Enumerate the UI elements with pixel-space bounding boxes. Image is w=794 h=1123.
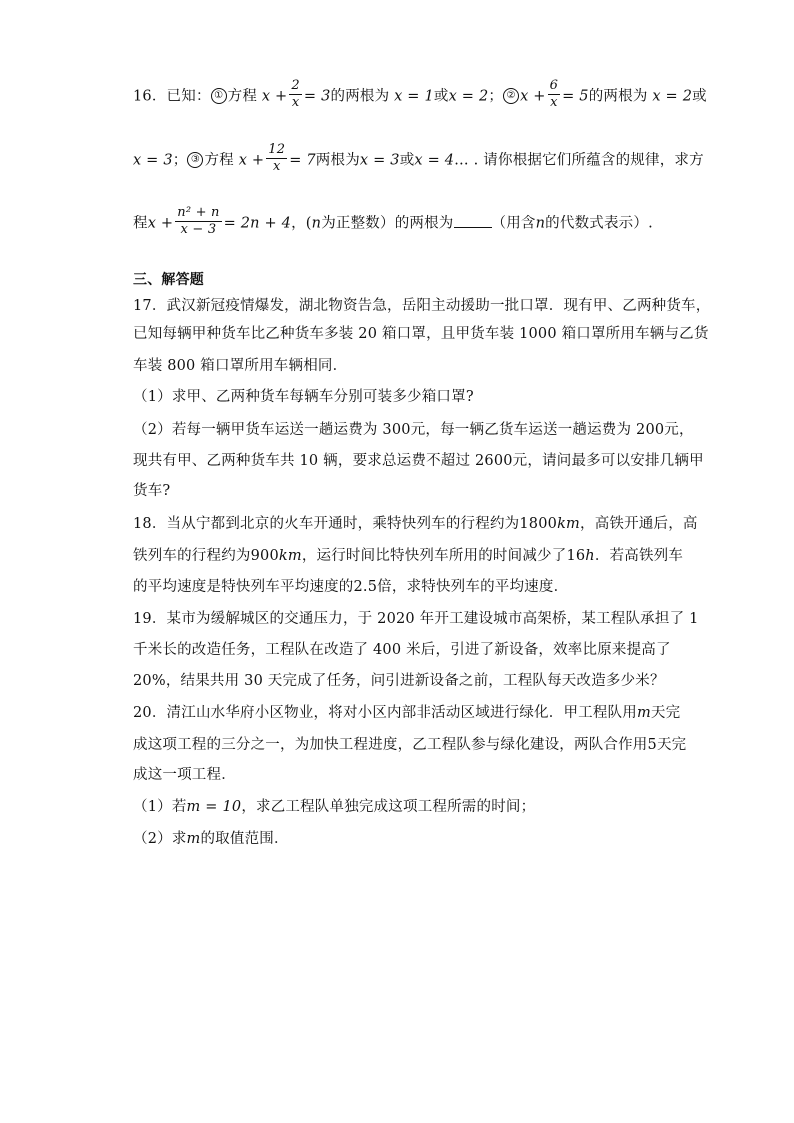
unit: km	[557, 516, 580, 532]
math-expr: x = 2	[448, 88, 489, 105]
text: 的两根为	[588, 88, 648, 105]
fraction	[175, 205, 221, 238]
text: ，高铁开通后，高	[580, 516, 698, 532]
fraction	[548, 78, 560, 111]
q18-line-2	[133, 546, 684, 566]
q17-line-3: 车装 800 箱口罩所用车辆相同．	[133, 358, 348, 374]
q20-line-2	[133, 735, 687, 755]
text: 方程	[204, 152, 234, 169]
math-var: n	[535, 215, 546, 232]
text: 的代数式表示）.	[545, 215, 653, 232]
q17-part-2-line-1: （2）若每一辆甲货车运送一趟运费为 300元，每一辆乙货车运送一趟运费为 200元，	[133, 422, 694, 438]
fraction-denominator: x	[550, 95, 558, 110]
text: … . 请你根据它们所蕴含的规律，求方	[454, 152, 704, 169]
text: 20．清江山水华府小区物业，将对小区内部非活动区域进行绿化．甲工程队用	[133, 705, 637, 721]
q17-part-2-line-3: 货车?	[133, 483, 171, 499]
number: 1800	[519, 516, 558, 532]
math-var: n	[311, 215, 322, 232]
math-var: m	[186, 831, 201, 847]
fraction-numerator: 6	[549, 78, 559, 93]
q20-line-3: 成这一项工程．	[133, 767, 236, 783]
math-expr: = 2n + 4	[223, 215, 292, 232]
unit: h	[585, 548, 595, 564]
number: 5	[647, 737, 657, 753]
text: 倍，求特快列车的平均速度．	[377, 579, 569, 595]
fraction-numerator: 12	[268, 142, 286, 157]
q20-line-1	[133, 703, 681, 723]
text: ；	[172, 152, 188, 169]
q16-line-1	[133, 78, 707, 113]
fraction-numerator: n² + n	[177, 205, 220, 220]
number: 900	[250, 548, 279, 564]
circled-one-icon: ①	[211, 88, 227, 104]
q20-part-1	[133, 797, 673, 817]
text: 天完	[650, 705, 681, 721]
q19-line-2: 千米长的改造任务，工程队在改造了 400 米后，引进了新设备，效率比原来提高了	[133, 642, 671, 658]
text: （1）若	[133, 799, 187, 815]
math-expr: x +	[261, 88, 288, 105]
q18-line-1	[133, 514, 698, 534]
text: 方程	[227, 88, 258, 105]
circled-two-icon: ②	[503, 88, 519, 104]
section-title: 三、解答题	[133, 272, 204, 288]
text: 成这项工程的三分之一，为加快工程进度，乙工程队参与绿化建设，两队合作用	[133, 737, 648, 753]
q16-number: 16．已知：	[133, 88, 211, 105]
math-expr: = 3	[303, 88, 331, 105]
text: 两根为	[315, 152, 360, 169]
text: （2）求	[133, 831, 187, 847]
math-expr: x = 2	[652, 88, 693, 105]
number: 2.5	[353, 579, 378, 595]
math-expr: x +	[520, 88, 546, 105]
math-var: m	[636, 705, 651, 721]
q19-line-1: 19．某市为缓解城区的交通压力，于 2020 年开工建设城市高架桥，某工程队承担了 1	[133, 611, 699, 627]
text: 为正整数）的两根为	[321, 215, 454, 232]
text: 天完	[656, 737, 687, 753]
q18-line-3	[133, 577, 673, 597]
text: 铁列车的行程约为	[133, 548, 251, 564]
math-expr: x = 4	[414, 152, 455, 169]
unit: km	[278, 548, 302, 564]
math-expr: x = 3	[359, 152, 400, 169]
text: 或	[433, 88, 449, 105]
q16-line-3	[133, 207, 673, 240]
fraction-denominator: x	[291, 95, 300, 110]
text: 或	[692, 88, 707, 105]
text: 的取值范围．	[200, 831, 289, 847]
fraction-denominator: x	[272, 159, 281, 174]
fraction	[289, 78, 301, 111]
math-expr: m = 10	[186, 799, 242, 815]
q17-part-2-line-2: 现共有甲、乙两种货车共 10 辆，要求总运费不超过 2600元，请问最多可以安排几辆甲	[133, 453, 704, 469]
text: ，运行时间比特快列车所用的时间减少了	[301, 548, 567, 564]
text: 的平均速度是特快列车平均速度的	[133, 579, 354, 595]
text: 或	[399, 152, 415, 169]
text: ，求乙工程队单独完成这项工程所需的时间；	[241, 799, 536, 815]
text: 18．当从宁都到北京的火车开通时，乘特快列车的行程约为	[133, 516, 520, 532]
q20-part-2	[133, 829, 673, 849]
text: （用含	[491, 215, 536, 232]
q17-line-1: 17．武汉新冠疫情爆发，湖北物资告急，岳阳主动援助一批口罩．现有甲、乙两种货车，	[133, 298, 711, 314]
fraction-numerator: 2	[291, 78, 300, 93]
q19-line-3: 20%，结果共用 30 天完成了任务，问引进新设备之前，工程队每天改造多少米？	[133, 673, 665, 689]
math-expr: x = 3	[133, 152, 173, 169]
q16-line-2	[133, 142, 704, 177]
fraction-denominator: x − 3	[180, 222, 217, 237]
text: 的两根为	[330, 88, 390, 105]
fraction	[266, 142, 287, 175]
text: ；	[488, 88, 504, 105]
math-expr: x = 1	[394, 88, 434, 105]
math-expr: x +	[238, 152, 265, 169]
number: 16	[566, 548, 586, 564]
q17-part-1: （1）求甲、乙两种货车每辆车分别可装多少箱口罩?	[133, 389, 474, 405]
circled-three-icon: ③	[187, 152, 203, 168]
text: ，(	[291, 215, 312, 232]
math-expr: = 5	[562, 88, 589, 105]
math-expr: = 7	[289, 152, 316, 169]
math-expr: x +	[147, 215, 174, 232]
text: ．若高铁列车	[594, 548, 684, 564]
text: 程	[133, 215, 148, 232]
answer-blank	[454, 213, 492, 228]
q17-line-2: 已知每辆甲种货车比乙种货车多装 20 箱口罩，且甲货车装 1000 箱口罩所用车辆与乙货	[133, 326, 709, 342]
